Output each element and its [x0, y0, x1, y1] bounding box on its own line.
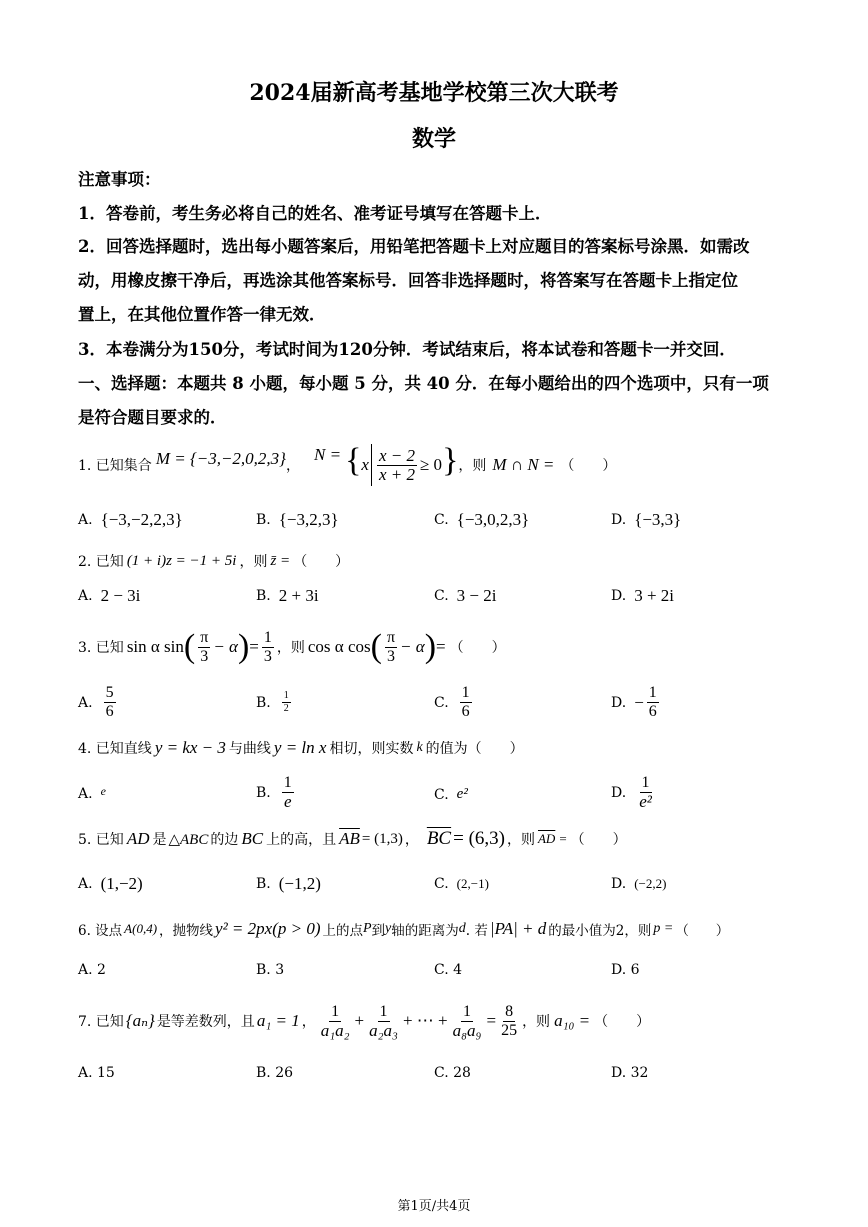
q1-sep: ，: [286, 458, 300, 474]
q7-frac-2-den: a₂a₃: [369, 1020, 398, 1040]
q2-option-d-value: 3 + 2i: [634, 586, 674, 605]
q2-blank: （ ）: [293, 554, 350, 570]
q1-option-a-value: {−3,−2,2,3}: [100, 510, 183, 529]
q1-den: x + 2: [378, 464, 415, 484]
q7-frac-1-den: a₁a₂: [320, 1020, 350, 1040]
q5-option-d: [611, 876, 666, 892]
q3-option-c-den: 6: [461, 703, 470, 720]
q4-option-b-label: B.: [256, 784, 271, 801]
question-3: [78, 624, 506, 670]
q3-three3: 3: [386, 647, 395, 665]
q5-vector-AB: $\overline{AB}$: [339, 829, 360, 848]
q3-frac-pi3-b: [385, 629, 397, 666]
q3-paren-close2: ): [424, 628, 437, 665]
q5-mid2: 的边: [210, 832, 239, 848]
q7-frac-3: [451, 1003, 484, 1040]
q4-line: y = kx − 3: [154, 738, 226, 757]
q6-y: y: [385, 921, 392, 936]
q3-minus: − α: [213, 637, 238, 656]
q5-AD: AD: [126, 829, 150, 848]
q4-option-d-den: e²: [639, 792, 652, 811]
q1-prefix: 1. 已知集合: [78, 458, 152, 474]
q1-set-M: M = {−3,−2,0,2,3}: [155, 449, 286, 468]
question-4: [78, 738, 524, 758]
q7-plus: +: [354, 1011, 365, 1030]
q5-sep: ，: [404, 832, 419, 848]
q5-option-a-value: (1,−2): [100, 874, 143, 893]
q4-option-c-label: C.: [434, 786, 449, 803]
q1-brace-left: {: [345, 442, 362, 479]
q3-eq: =: [249, 637, 259, 656]
q4-curve: y = ln x: [273, 738, 327, 757]
q5-option-a: [78, 874, 143, 894]
q1-option-d-value: {−3,3}: [634, 510, 682, 529]
q6-t6: 的最小值为2，则: [548, 923, 652, 939]
q4-option-c-value: e²: [456, 786, 468, 802]
note-item-1: 1．答卷前，考生务必将自己的姓名、准考证号填写在答题卡上．: [78, 204, 552, 223]
q7-blank: （ ）: [594, 1014, 651, 1030]
q4-tail: 相切，则实数: [329, 741, 414, 757]
q6-p: p =: [653, 921, 674, 936]
question-5: [78, 828, 627, 850]
q5-tail: 上的高，且: [266, 832, 337, 848]
q5-option-b: [256, 874, 321, 894]
q5-option-b-value: (−1,2): [278, 874, 321, 893]
q5-BC: BC: [241, 829, 264, 848]
q3-option-d-sign: −: [634, 692, 644, 712]
q1-bar: [371, 444, 372, 486]
q6-P: P: [362, 921, 372, 936]
q7-frac-3-den: a₈a₉: [452, 1020, 482, 1040]
q3-then: ，则: [276, 640, 305, 656]
q1-option-c-value: {−3,0,2,3}: [456, 510, 530, 529]
q2-expr: (1 + i)z = −1 + 5i: [126, 552, 237, 569]
q3-option-b-label: B.: [256, 694, 271, 711]
q3-paren-close: ): [237, 628, 250, 665]
q1-option-b-value: {−3,2,3}: [278, 510, 339, 529]
q5-option-c: [434, 876, 489, 892]
q2-option-c-value: 3 − 2i: [456, 586, 497, 605]
q1-fraction: [377, 447, 417, 484]
q2-option-a: [78, 586, 140, 606]
q1-var-x: x: [361, 455, 369, 474]
q5-eq: =: [559, 831, 567, 846]
q3-paren-open: (: [183, 628, 196, 665]
q5-triangle: △ABC: [168, 831, 209, 848]
q5-vector-BC: $\overline{BC}$: [426, 828, 452, 849]
q5-then: ，则: [506, 832, 535, 848]
q3-option-a: [78, 684, 119, 721]
q3-option-a-label: A.: [78, 694, 93, 711]
q3-one: 1: [263, 628, 272, 646]
q3-option-b-num: 1: [283, 690, 289, 701]
q5-prefix: 5. 已知: [78, 832, 124, 848]
q7-frac-3-num: 1: [463, 1002, 472, 1020]
q3-three: 3: [200, 647, 209, 665]
q6-t1: ，抛物线: [159, 923, 214, 939]
q2-option-b-value: 2 + 3i: [278, 586, 319, 605]
question-1: [78, 440, 616, 490]
q3-frac-third: [262, 629, 274, 666]
q6-d: d: [458, 921, 466, 936]
q7-prefix: 7. 已知: [78, 1014, 124, 1030]
q7-sequence: {aₙ}: [125, 1011, 155, 1030]
q4-option-d-label: D.: [611, 784, 627, 801]
q3-eq2: =: [436, 637, 446, 656]
q3-option-c-num: 1: [461, 684, 470, 701]
q6-option-a: A. 2: [78, 962, 106, 978]
q5-AB-value: = (1,3): [361, 830, 403, 847]
q7-dots: + ⋯ +: [402, 1011, 448, 1030]
q4-option-d-num: 1: [641, 774, 650, 791]
q1-option-a-label: A.: [78, 512, 93, 528]
q1-option-b-label: B.: [256, 512, 271, 528]
q3-sin: sin α sin: [126, 637, 184, 656]
q4-tail2: 的值为: [425, 741, 468, 757]
q3-option-a-den: 6: [105, 703, 114, 720]
q1-brace-right: }: [442, 442, 459, 479]
q2-then: ，则: [239, 554, 268, 570]
notes-heading: 注意事项：: [78, 170, 161, 189]
q4-prefix: 4. 已知直线: [78, 741, 152, 757]
q2-prefix: 2. 已知: [78, 554, 124, 570]
question-2: [78, 551, 349, 571]
note-item-3: 3．本卷满分为150分，考试时间为120分钟．考试结束后，将本试卷和答题卡一并交回．: [78, 340, 736, 359]
q3-option-c-label: C.: [434, 694, 449, 711]
q3-paren-open2: (: [370, 628, 382, 665]
q1-option-c: [434, 510, 529, 530]
q3-blank: （ ）: [449, 640, 506, 656]
q7-t1: 是等差数列，且: [156, 1014, 255, 1030]
q1-option-c-label: C.: [434, 512, 449, 528]
q6-t5: . 若: [465, 923, 488, 939]
q7-a10: a₁₀ =: [554, 1011, 591, 1030]
q1-set-N: N =: [314, 445, 342, 464]
q1-option-d: [611, 510, 681, 530]
q6-point-A: A(0,4): [124, 921, 158, 936]
q3-minus2: − α: [400, 637, 425, 656]
q5-vector-AD: $\overline{AD}$: [537, 831, 556, 846]
section-heading: 一、选择题：本题共 8 小题，每小题 5 分，共 40 分．在每小题给出的四个选项中，只有一项: [78, 374, 769, 393]
q6-blank: （ ）: [675, 923, 730, 939]
q6-t2: 上的点: [322, 923, 363, 939]
q1-blank: （ ）: [560, 458, 617, 474]
note-item-2-cont: 动，用橡皮擦干净后，再选涂其他答案标号．回答非选择题时，将答案写在答题卡上指定位: [78, 271, 738, 290]
q3-frac-pi3: [198, 629, 210, 666]
q3-option-d-den: 6: [648, 703, 657, 720]
q6-expr: |PA| + d: [489, 919, 547, 938]
exam-title: 2024届新高考基地学校第三次大联考: [249, 80, 619, 106]
q3-prefix: 3. 已知: [78, 640, 124, 656]
q3-option-b-den: 2: [283, 703, 289, 714]
q7-frac-2: [367, 1003, 400, 1040]
q6-prefix: 6. 设点: [78, 923, 123, 939]
q5-blank: （ ）: [570, 832, 627, 848]
q5-mid: 是: [152, 832, 167, 848]
q1-rel: ≥ 0: [419, 455, 443, 474]
q5-option-c-label: C.: [434, 876, 449, 892]
q7-a1: a₁ = 1: [256, 1011, 300, 1030]
q6-option-b: B. 3: [256, 962, 285, 978]
q7-frac-2-num: 1: [379, 1002, 388, 1020]
q3-option-c: [434, 684, 475, 721]
q1-option-d-label: D.: [611, 512, 627, 528]
q7-frac-1-num: 1: [331, 1002, 340, 1020]
q4-option-d: [611, 774, 657, 811]
q4-option-a-label: A.: [78, 786, 93, 802]
q7-option-b: B. 26: [256, 1065, 294, 1081]
q7-option-d: D. 32: [611, 1065, 649, 1081]
q7-frac-result: [499, 1003, 519, 1040]
note-item-2: 2．回答选择题时，选出每小题答案后，用铅笔把答题卡上对应题目的答案标号涂黑．如需改: [78, 237, 750, 256]
q3-three2: 3: [263, 647, 272, 665]
q2-option-d-label: D.: [611, 588, 627, 604]
q6-option-c: C. 4: [434, 962, 463, 978]
q4-blank: （ ）: [467, 741, 524, 757]
q3-option-a-num: 5: [105, 684, 114, 701]
q3-pi: π: [200, 628, 209, 646]
q1-then: ，则: [458, 458, 487, 474]
q2-option-a-value: 2 − 3i: [100, 586, 141, 605]
q7-frac-1: [319, 1003, 352, 1040]
exam-subject: 数学: [411, 126, 456, 152]
q7-result-num: 8: [505, 1002, 514, 1020]
q7-result-den: 25: [501, 1021, 518, 1039]
q2-zbar: z̄ =: [270, 552, 291, 569]
q4-option-b-den: e: [283, 792, 292, 811]
q7-then: ，则: [522, 1014, 551, 1030]
q5-option-b-label: B.: [256, 876, 271, 892]
q3-cos: cos α cos: [307, 637, 371, 656]
q1-expr: M ∩ N =: [492, 455, 555, 474]
q6-t4: 轴的距离为: [391, 923, 459, 939]
q6-t3: 到: [371, 923, 386, 939]
q2-option-b-label: B.: [256, 588, 271, 604]
q5-option-d-value: (−2,2): [634, 876, 667, 891]
q4-mid: 与曲线: [228, 741, 271, 757]
q1-option-b: [256, 510, 339, 530]
q4-option-b-num: 1: [283, 774, 292, 791]
q4-option-b: [256, 774, 297, 811]
q7-eq: =: [486, 1011, 497, 1030]
q7-option-c: C. 28: [434, 1065, 471, 1081]
q5-BC-value: = (6,3): [453, 828, 505, 849]
q6-parabola: y² = 2px(p > 0): [215, 919, 321, 938]
q7-t2: ，: [301, 1014, 316, 1030]
q3-pi2: π: [386, 628, 396, 646]
q3-option-d: [611, 684, 662, 721]
q4-option-c: [434, 786, 468, 803]
q2-option-b: [256, 586, 319, 606]
q5-option-c-value: (2,−1): [456, 876, 489, 891]
q5-option-d-label: D.: [611, 876, 627, 892]
q6-option-d: D. 6: [611, 962, 640, 978]
q4-option-a-value: e: [100, 783, 106, 798]
q4-k: k: [416, 740, 423, 755]
question-7: [78, 998, 650, 1044]
q1-option-a: [78, 510, 183, 530]
note-item-2-end: 置上，在其他位置作答一律无效．: [78, 305, 326, 324]
section-heading-cont: 是符合题目要求的．: [78, 408, 227, 427]
q2-option-c-label: C.: [434, 588, 449, 604]
question-6: [78, 919, 729, 939]
q3-option-d-num: 1: [648, 684, 657, 701]
page-footer: 第1页/共4页: [397, 1199, 471, 1214]
q2-option-d: [611, 586, 674, 606]
q7-option-a: A. 15: [78, 1065, 115, 1081]
q2-option-a-label: A.: [78, 588, 93, 604]
q3-option-d-label: D.: [611, 694, 627, 711]
q1-num: x − 2: [378, 445, 415, 465]
q3-option-b: [256, 690, 294, 715]
q4-option-a: [78, 783, 106, 802]
q2-option-c: [434, 586, 496, 606]
q5-option-a-label: A.: [78, 876, 93, 892]
